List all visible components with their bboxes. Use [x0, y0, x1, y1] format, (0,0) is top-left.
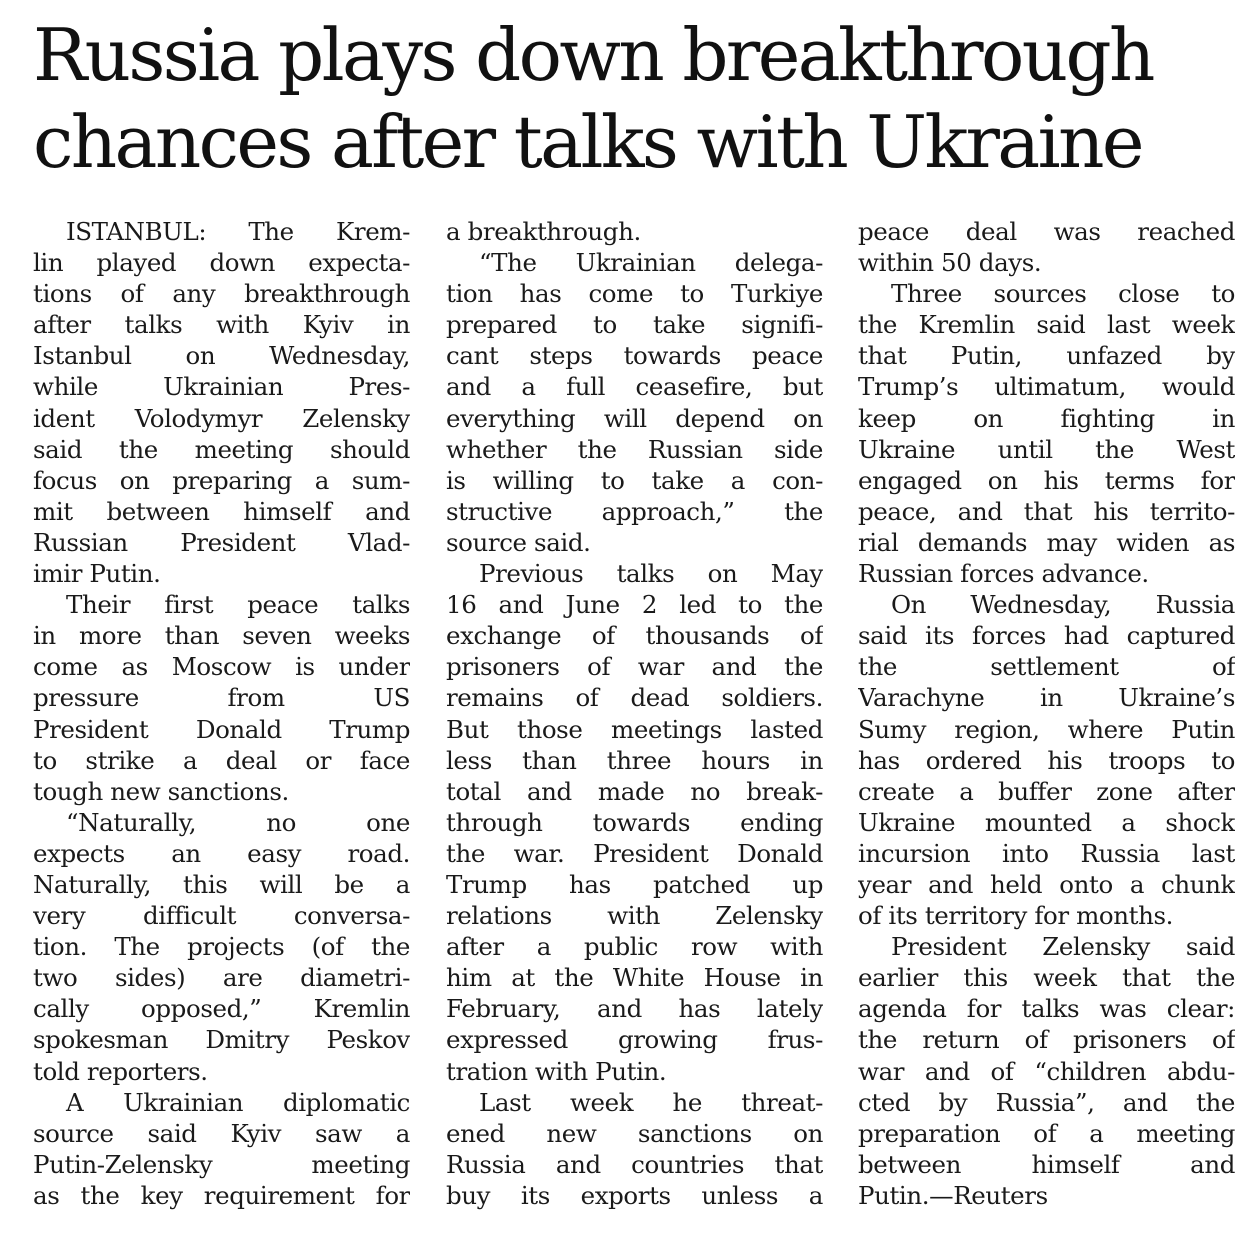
article-text-line: total and made no break-: [446, 776, 823, 806]
article-text-line: peace, and that his territo-: [858, 496, 1235, 526]
article-text-line: through towards ending: [446, 807, 823, 837]
article-text-line: war and of “children abdu-: [858, 1056, 1235, 1086]
article-text-line: the war. President Donald: [446, 838, 823, 868]
article-text-line: tions of any breakthrough: [33, 279, 410, 309]
article-column-1: [33, 216, 410, 1211]
article-text-line: year and held onto a chunk: [858, 869, 1235, 899]
article-text-line: in more than seven weeks: [33, 621, 410, 651]
article-text-line: A Ukrainian diplomatic: [66, 1087, 410, 1117]
headline: [33, 12, 1233, 186]
article-text-line: On Wednesday, Russia: [891, 590, 1235, 620]
article-text-line: agenda for talks was clear:: [858, 994, 1235, 1024]
article-text-line: whether the Russian side: [446, 434, 823, 464]
article-text-line: ISTANBUL: The Krem-: [66, 217, 410, 246]
article-text-line: expects an easy road.: [33, 838, 410, 868]
article-text-line: source said Kyiv saw a: [33, 1118, 410, 1148]
article-text-line: that Putin, unfazed by: [858, 341, 1235, 371]
article-text-line: said the meeting should: [33, 434, 410, 464]
article-text-line: remains of dead soldiers.: [446, 683, 823, 713]
article-text-line: mit between himself and: [33, 496, 410, 526]
article-text-line: Putin-Zelensky meeting: [33, 1149, 410, 1179]
article-text-line: Varachyne in Ukraine’s: [858, 683, 1235, 713]
article-text-line: imir Putin.: [33, 559, 161, 589]
article-text-line: incursion into Russia last: [858, 838, 1235, 868]
article-text-line: buy its exports unless a: [446, 1180, 823, 1210]
article-text-line: Ukraine mounted a shock: [858, 807, 1235, 837]
article-text-line: create a buffer zone after: [858, 776, 1235, 806]
article-text-line: between himself and: [858, 1149, 1235, 1179]
article-text-line: Russia and countries that: [446, 1149, 823, 1179]
article-text-line: expressed growing frus-: [446, 1025, 823, 1055]
article-text-line: 16 and June 2 led to the: [446, 590, 823, 620]
article-text-line: Putin.—Reuters: [858, 1180, 1048, 1210]
article-text-line: to strike a deal or face: [33, 745, 410, 775]
article-text-line: within 50 days.: [858, 248, 1042, 278]
article-text-line: tion has come to Turkiye: [446, 279, 823, 309]
article-text-line: President Donald Trump: [33, 714, 410, 744]
article-text-line: structive approach,” the: [446, 496, 823, 526]
article-text-line: is willing to take a con-: [446, 465, 823, 495]
article-column-2: [446, 216, 823, 1211]
article-text-line: relations with Zelensky: [446, 901, 823, 931]
headline-line-1: Russia plays down breakthrough: [33, 13, 1153, 97]
article-text-line: February, and has lately: [446, 994, 823, 1024]
article-text-line: spokesman Dmitry Peskov: [33, 1025, 410, 1055]
article-text-line: prisoners of war and the: [446, 652, 823, 682]
article-text-line: focus on preparing a sum-: [33, 465, 410, 495]
article-text-line: exchange of thousands of: [446, 621, 823, 651]
article-text-line: tough new sanctions.: [33, 776, 289, 806]
article-text-line: preparation of a meeting: [858, 1118, 1235, 1148]
article-text-line: a breakthrough.: [446, 217, 641, 246]
article-text-line: after talks with Kyiv in: [33, 310, 410, 340]
article-text-line: him at the White House in: [446, 963, 823, 993]
article-text-line: earlier this week that the: [858, 963, 1235, 993]
article-text-line: the Kremlin said last week: [858, 310, 1235, 340]
article-text-line: of its territory for months.: [858, 901, 1174, 931]
article-text-line: cted by Russia”, and the: [858, 1087, 1235, 1117]
article-text-line: But those meetings lasted: [446, 714, 823, 744]
article-text-line: Russian President Vlad-: [33, 527, 410, 557]
article-text-line: less than three hours in: [446, 745, 823, 775]
article-text-line: Trump’s ultimatum, would: [858, 372, 1235, 402]
article-text-line: engaged on his terms for: [858, 465, 1235, 495]
article-text-line: Russian forces advance.: [858, 559, 1149, 589]
article-text-line: everything will depend on: [446, 403, 823, 433]
article-text-line: “The Ukrainian delega-: [479, 248, 823, 278]
article-text-line: the return of prisoners of: [858, 1025, 1235, 1055]
article-text-line: keep on fighting in: [858, 403, 1235, 433]
article-text-line: and a full ceasefire, but: [446, 372, 823, 402]
article-text-line: come as Moscow is under: [33, 652, 410, 682]
article-text-line: Naturally, this will be a: [33, 869, 410, 899]
article-text-line: tion. The projects (of the: [33, 932, 410, 962]
article-text-line: told reporters.: [33, 1056, 208, 1086]
article-text-line: source said.: [446, 527, 591, 557]
article-text-line: cally opposed,” Kremlin: [33, 994, 410, 1024]
article-text-line: while Ukrainian Pres-: [33, 372, 410, 402]
article-text-line: said its forces had captured: [858, 621, 1235, 651]
article-text-line: President Zelensky said: [891, 932, 1235, 962]
article-text-line: pressure from US: [33, 683, 410, 713]
article-text-line: lin played down expecta-: [33, 248, 410, 278]
article-text-line: Three sources close to: [891, 279, 1235, 309]
article-text-line: Their first peace talks: [66, 590, 410, 620]
article-text-line: ident Volodymyr Zelensky: [33, 403, 410, 433]
article-text-line: Ukraine until the West: [858, 434, 1235, 464]
article-text-line: after a public row with: [446, 932, 823, 962]
article-text-line: tration with Putin.: [446, 1056, 667, 1086]
article-text-line: Sumy region, where Putin: [858, 714, 1235, 744]
headline-line-2: chances after talks with Ukraine: [33, 100, 1142, 184]
article-text-line: very difficult conversa-: [33, 901, 410, 931]
article-text-line: Previous talks on May: [479, 559, 823, 589]
article-text-line: the settlement of: [858, 652, 1235, 682]
article-text-line: peace deal was reached: [858, 217, 1235, 246]
article-text-line: prepared to take signifi-: [446, 310, 823, 340]
article-text-line: Trump has patched up: [446, 869, 823, 899]
article-text-line: has ordered his troops to: [858, 745, 1235, 775]
article-text-line: Istanbul on Wednesday,: [33, 341, 410, 371]
article-text-line: as the key requirement for: [33, 1180, 410, 1210]
article-column-3: [858, 216, 1235, 1211]
article-text-line: “Naturally, no one: [66, 807, 410, 837]
article-text-line: cant steps towards peace: [446, 341, 823, 371]
article-text-line: Last week he threat-: [479, 1087, 823, 1117]
article-text-line: two sides) are diametri-: [33, 963, 410, 993]
article-text-line: ened new sanctions on: [446, 1118, 823, 1148]
article-text-line: rial demands may widen as: [858, 527, 1235, 557]
